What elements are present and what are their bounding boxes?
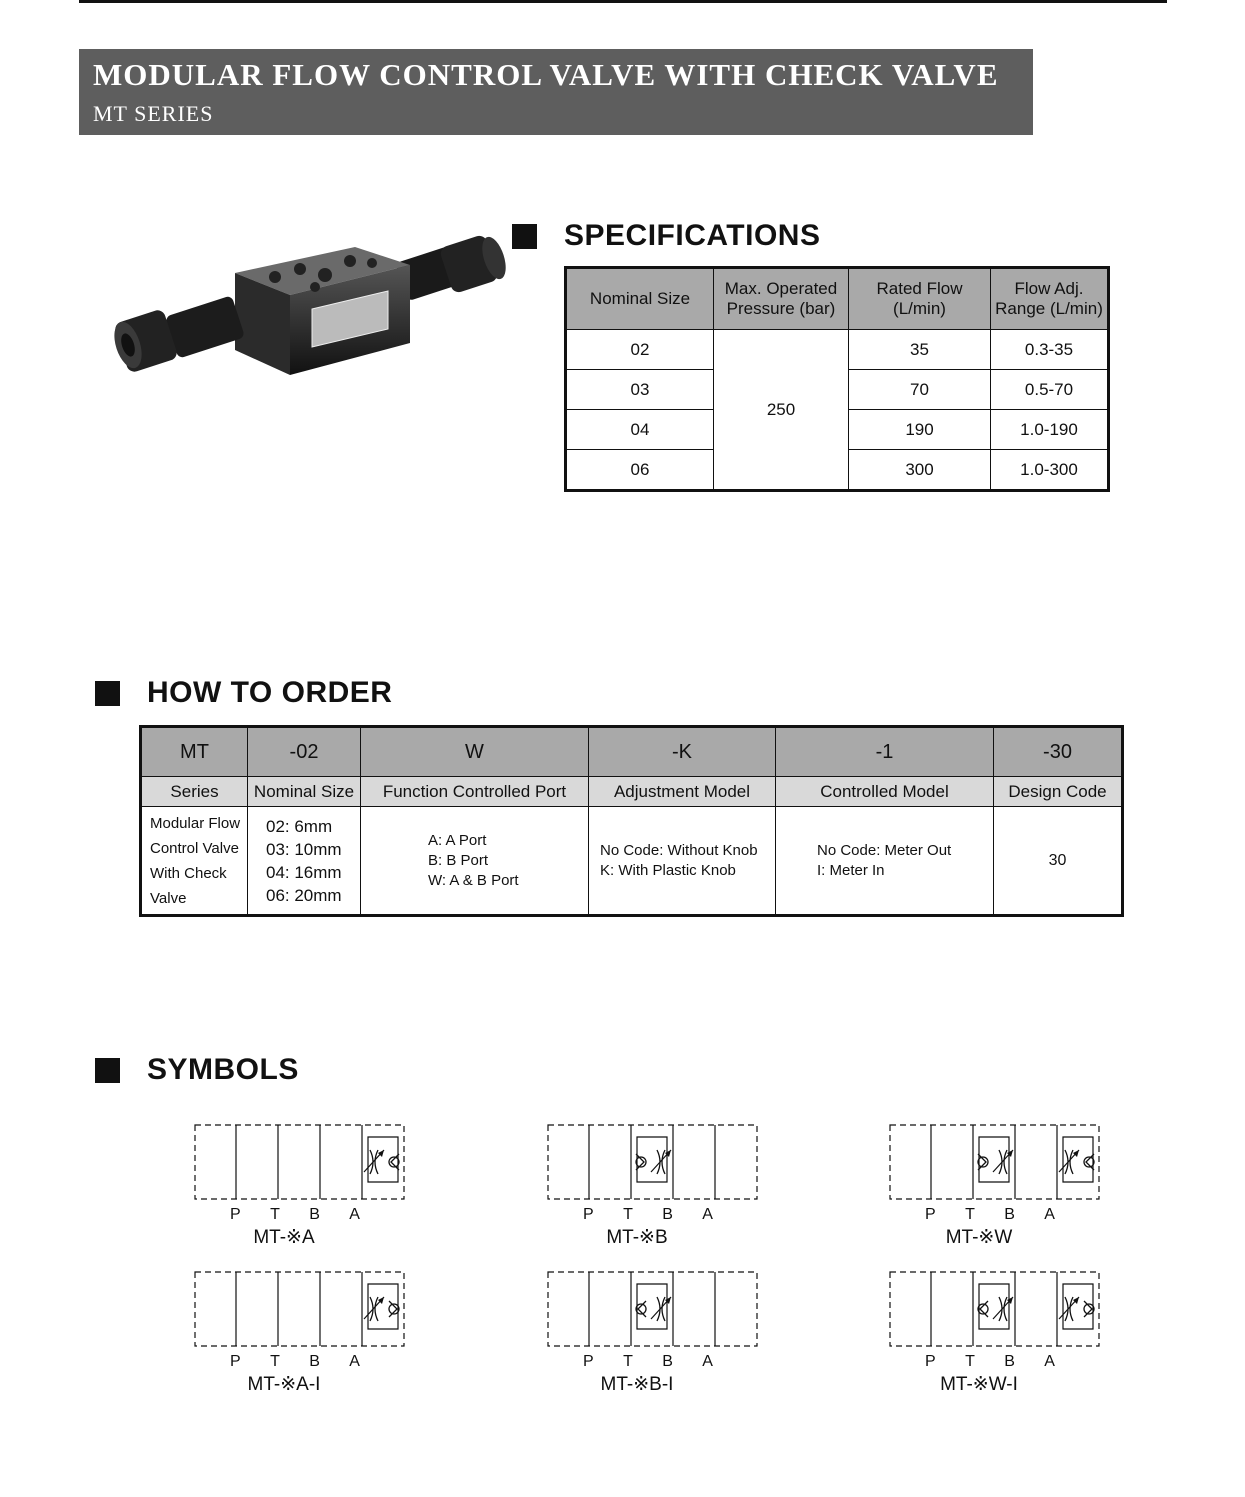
symbol-caption: MT-※B	[606, 1227, 668, 1248]
specifications-table	[564, 266, 1110, 492]
symbol-diagram	[194, 1271, 414, 1395]
port-label: B	[662, 1206, 673, 1223]
port-labels	[925, 1353, 1055, 1371]
pressure-cell: 250	[714, 330, 849, 491]
title-banner	[79, 49, 1033, 135]
heading-bullet	[95, 1058, 120, 1083]
port-label: B	[309, 1353, 320, 1370]
how-to-order-table: MT -02 W -K -1 -30 Series Nominal Size Function Controlled Port Adjustment Model Controlled Model Design Code Modular Flow Control Valve With Check Valve 02: 6mm 03: 10mm 04: 16mm 06: 20mm A: A Port B: B Port W: A & B Port No Code: Without Knob K: With Plastic Knob No Code: Meter Out I: Meter In 30	[139, 725, 1124, 917]
port-label: P	[230, 1206, 241, 1223]
port-label: B	[662, 1353, 673, 1370]
col-flow-range: Flow Adj. Range (L/min)	[991, 268, 1109, 330]
port-label: P	[925, 1353, 936, 1370]
design-code: 30	[994, 807, 1123, 916]
port-label: A	[349, 1353, 360, 1370]
port-label: A	[702, 1353, 713, 1370]
port-label: A	[1044, 1206, 1055, 1223]
table-row: 02 250 35 0.3-35	[566, 330, 1109, 370]
symbol-diagram	[547, 1124, 767, 1248]
heading-bullet	[95, 681, 120, 706]
how-to-order-heading: HOW TO ORDER	[95, 676, 392, 710]
table-row: 03 70 0.5-70	[566, 370, 1109, 410]
port-list: A: A Port B: B Port W: A & B Port	[361, 807, 589, 916]
port-label: P	[583, 1206, 594, 1223]
port-labels	[583, 1206, 713, 1224]
port-label: A	[349, 1206, 360, 1223]
series-desc: Modular Flow Control Valve With Check Valve	[141, 807, 248, 916]
port-label: T	[270, 1353, 280, 1370]
port-label: T	[623, 1206, 633, 1223]
symbol-caption: MT-※A	[253, 1227, 315, 1248]
port-label: T	[270, 1206, 280, 1223]
col-rated-flow: Rated Flow (L/min)	[849, 268, 991, 330]
symbols-heading: SYMBOLS	[95, 1053, 299, 1087]
port-label: P	[230, 1353, 241, 1370]
port-label: B	[1004, 1353, 1015, 1370]
symbol-diagram	[194, 1124, 414, 1248]
symbol-diagram	[889, 1124, 1109, 1248]
symbol-caption: MT-※B-I	[600, 1374, 674, 1395]
product-photo	[110, 225, 530, 405]
port-label: T	[623, 1353, 633, 1370]
port-label: P	[583, 1353, 594, 1370]
size-list: 02: 6mm 03: 10mm 04: 16mm 06: 20mm	[248, 807, 361, 916]
port-label: P	[925, 1206, 936, 1223]
symbol-caption: MT-※A-I	[247, 1374, 321, 1395]
col-nominal-size: Nominal Size	[566, 268, 714, 330]
port-label: T	[965, 1353, 975, 1370]
symbol-caption: MT-※W	[945, 1227, 1013, 1248]
port-label: B	[309, 1206, 320, 1223]
port-label: A	[702, 1206, 713, 1223]
port-labels	[925, 1206, 1055, 1224]
page-subtitle: MT SERIES	[93, 101, 214, 126]
heading-bullet	[512, 224, 537, 249]
symbol-diagram	[889, 1271, 1109, 1395]
specifications-heading: SPECIFICATIONS	[512, 219, 820, 253]
symbol-diagram	[547, 1271, 767, 1395]
adjust-list: No Code: Without Knob K: With Plastic Knob	[589, 807, 776, 916]
port-label: B	[1004, 1206, 1015, 1223]
table-row: 04 190 1.0-190	[566, 410, 1109, 450]
page-title: MODULAR FLOW CONTROL VALVE WITH CHECK VALVE	[93, 57, 999, 92]
port-labels	[230, 1353, 360, 1371]
symbol-caption: MT-※W-I	[940, 1374, 1018, 1395]
control-list: No Code: Meter Out I: Meter In	[776, 807, 994, 916]
top-rule	[79, 0, 1167, 3]
port-labels	[583, 1353, 713, 1371]
port-label: T	[965, 1206, 975, 1223]
col-max-pressure: Max. Operated Pressure (bar)	[714, 268, 849, 330]
port-labels	[230, 1206, 360, 1224]
table-row: 06 300 1.0-300	[566, 450, 1109, 491]
port-label: A	[1044, 1353, 1055, 1370]
